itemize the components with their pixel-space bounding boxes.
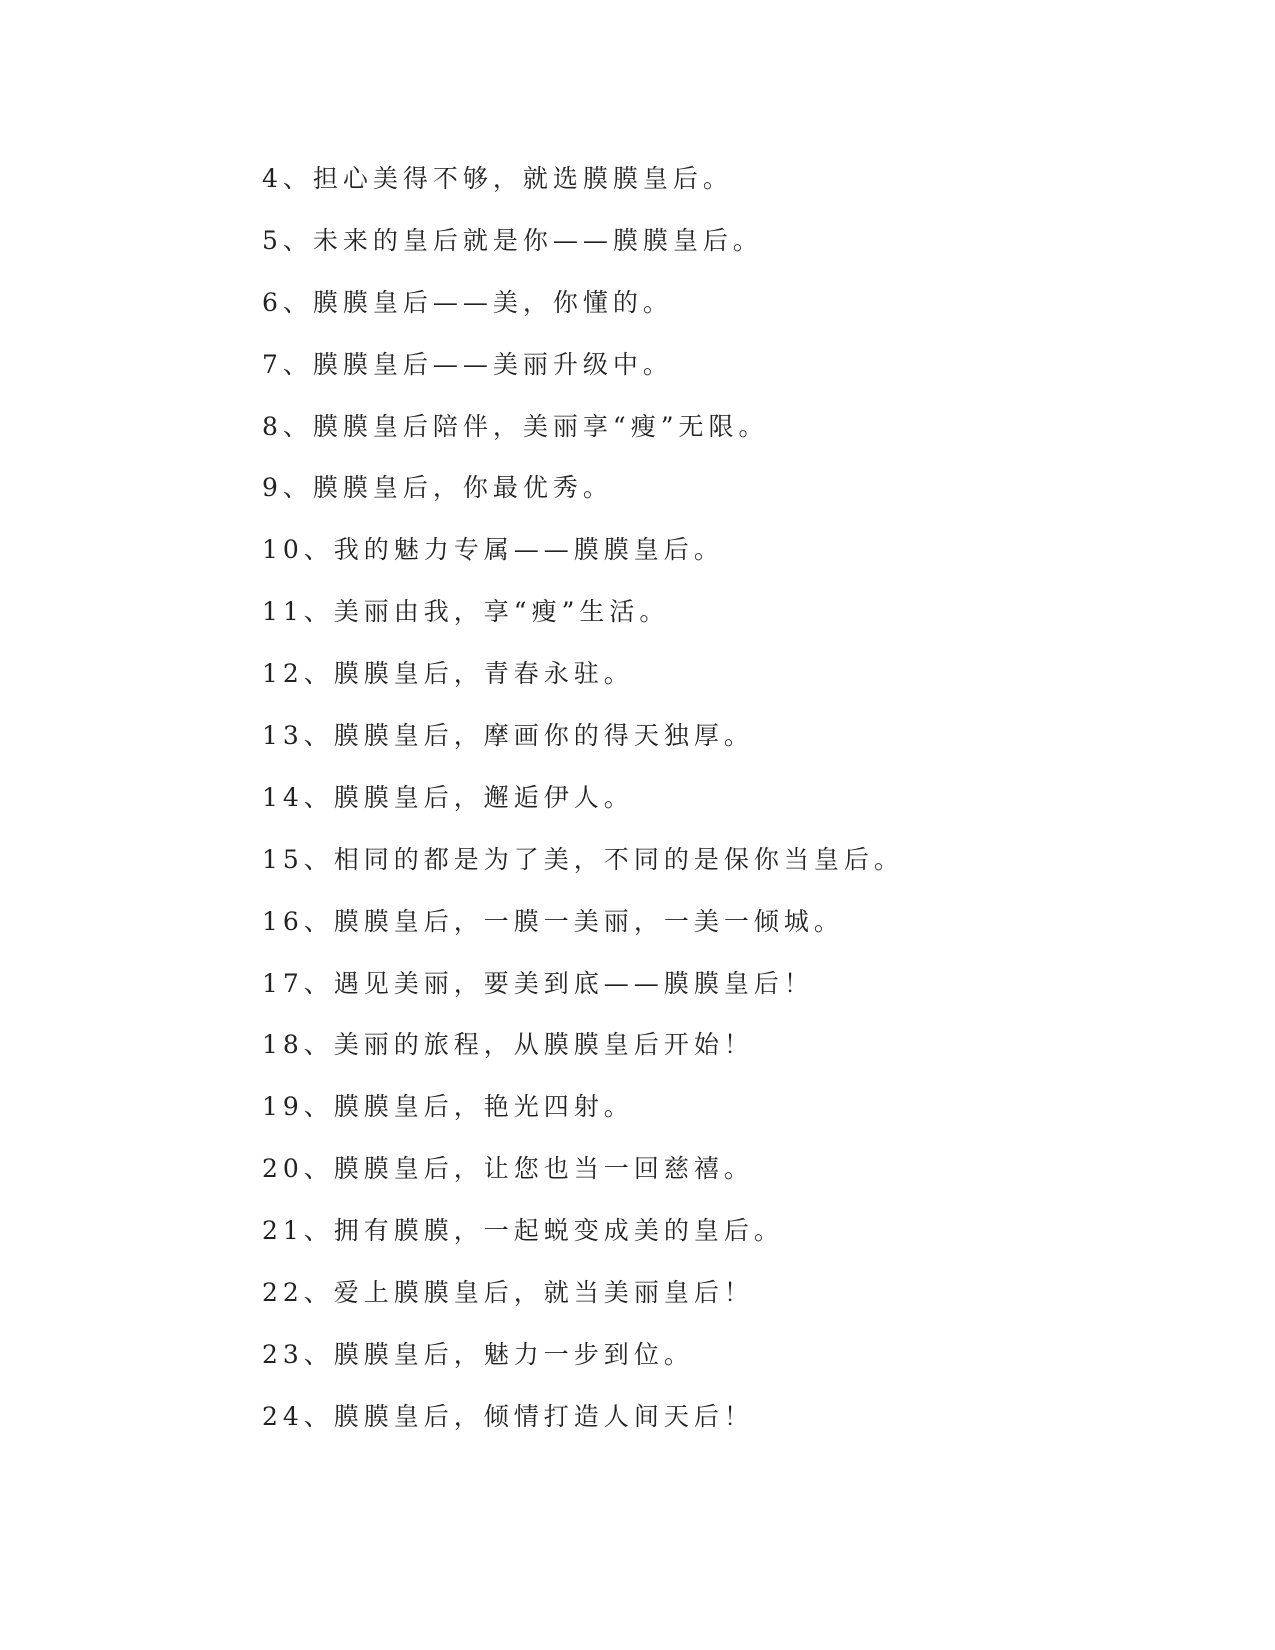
list-item: 10、我的魅力专属——膜膜皇后。 bbox=[262, 535, 724, 565]
list-item: 19、膜膜皇后，艳光四射。 bbox=[262, 1092, 634, 1122]
list-item: 13、膜膜皇后，摩画你的得天独厚。 bbox=[262, 721, 754, 751]
slogan-list bbox=[262, 164, 904, 1464]
list-item: 17、遇见美丽，要美到底——膜膜皇后！ bbox=[262, 968, 814, 998]
list-item: 4、担心美得不够，就选膜膜皇后。 bbox=[262, 164, 733, 193]
list-item: 9、膜膜皇后，你最优秀。 bbox=[262, 473, 613, 503]
list-item: 21、拥有膜膜，一起蜕变成美的皇后。 bbox=[262, 1216, 784, 1246]
list-item: 12、膜膜皇后，青春永驻。 bbox=[262, 659, 634, 689]
list-item: 16、膜膜皇后，一膜一美丽，一美一倾城。 bbox=[262, 906, 844, 936]
list-item: 11、美丽由我，享“瘦”生活。 bbox=[262, 597, 670, 627]
list-item: 15、相同的都是为了美，不同的是保你当皇后。 bbox=[262, 844, 904, 874]
list-item: 18、美丽的旅程，从膜膜皇后开始！ bbox=[262, 1030, 754, 1060]
list-item: 20、膜膜皇后，让您也当一回慈禧。 bbox=[262, 1154, 754, 1184]
list-item: 14、膜膜皇后，邂逅伊人。 bbox=[262, 782, 634, 812]
list-item: 8、膜膜皇后陪伴，美丽享“瘦”无限。 bbox=[262, 411, 769, 441]
list-item: 6、膜膜皇后——美，你懂的。 bbox=[262, 287, 673, 317]
list-item: 7、膜膜皇后——美丽升级中。 bbox=[262, 349, 673, 379]
list-item: 23、膜膜皇后，魅力一步到位。 bbox=[262, 1339, 694, 1369]
list-item: 24、膜膜皇后，倾情打造人间天后！ bbox=[262, 1401, 754, 1431]
list-item: 22、爱上膜膜皇后，就当美丽皇后！ bbox=[262, 1278, 754, 1308]
list-item: 5、未来的皇后就是你——膜膜皇后。 bbox=[262, 225, 763, 255]
